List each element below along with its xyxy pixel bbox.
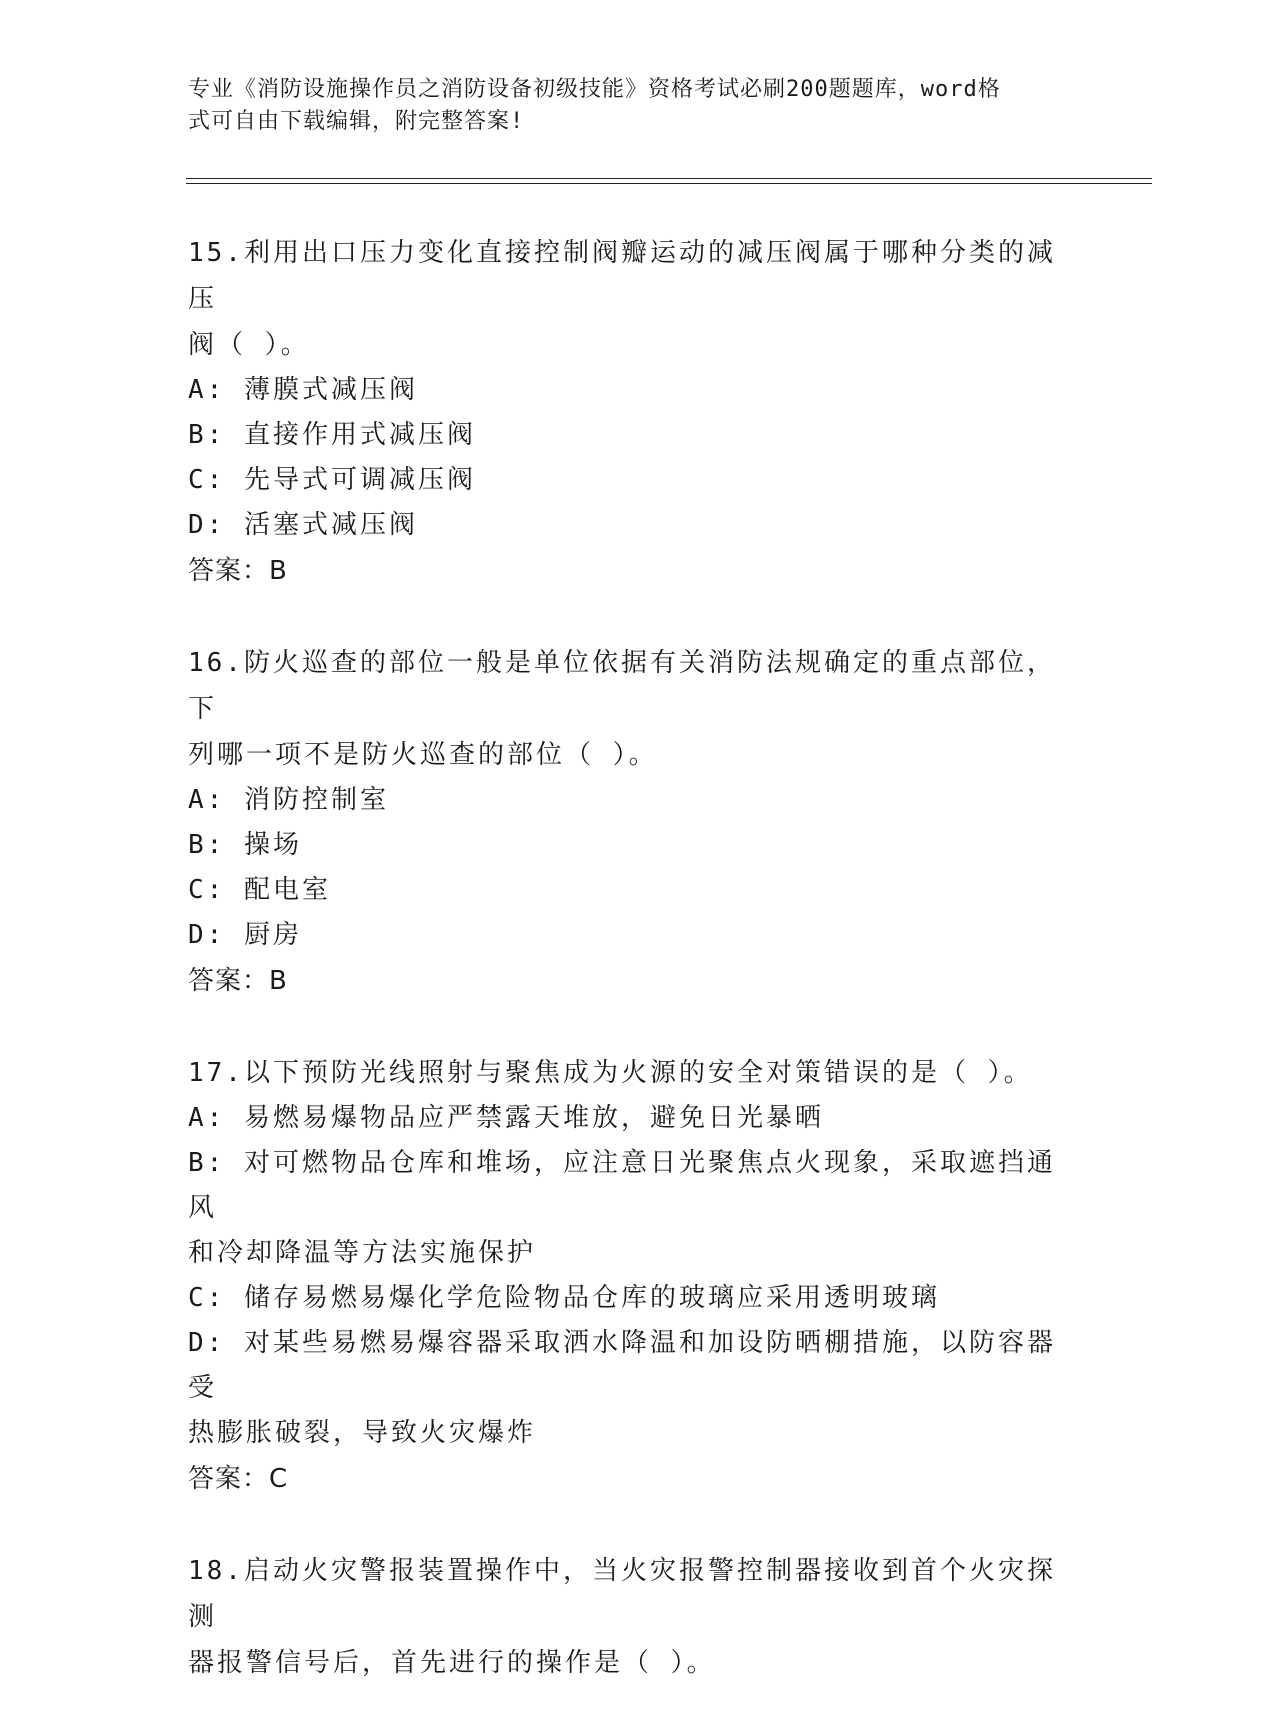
question-text-line: 列哪一项不是防火巡查的部位（ ）。 [188,740,658,770]
question-text-line: 15.利用出口压力变化直接控制阀瓣运动的减压阀属于哪种分类的减压 [188,238,1056,314]
answer-label: 答案：B [188,556,288,586]
question-text-line: 18.启动火灾警报装置操作中，当火灾报警控制器接收到首个火灾探测 [188,1556,1056,1632]
question-list [188,230,1078,1732]
option-c: C: 先导式可调减压阀 [188,465,476,495]
question-17 [188,1050,1078,1502]
option-b [188,1141,1078,1276]
option-c: C: 配电室 [188,875,331,905]
option-a: A: 易燃易爆物品应严禁露天堆放，避免日光暴晒 [188,1103,824,1133]
option-d: D: 厨房 [188,920,302,950]
option-a: A: 消防控制室 [188,785,389,815]
header-divider-bottom [186,183,1152,184]
question-18 [188,1548,1078,1686]
question-text [188,230,1078,368]
option-line: 热膨胀破裂，导致火灾爆炸 [188,1418,537,1448]
question-16 [188,640,1078,1004]
question-text-line: 17.以下预防光线照射与聚焦成为火源的安全对策错误的是（ ）。 [188,1058,1033,1088]
option-c: C: 储存易燃易爆化学危险物品仓库的玻璃应采用透明玻璃 [188,1283,940,1313]
question-text [188,640,1078,778]
option-line: 和冷却降温等方法实施保护 [188,1238,537,1268]
option-a: A: 薄膜式减压阀 [188,375,418,405]
question-15 [188,230,1078,594]
question-text-line: 16.防火巡查的部位一般是单位依据有关消防法规确定的重点部位，下 [188,648,1056,724]
question-text-line: 阀（ ）。 [188,330,310,360]
option-b: B: 直接作用式减压阀 [188,420,476,450]
option-d: D: 活塞式减压阀 [188,510,418,540]
answer-label: 答案：B [188,966,288,996]
option-b: B: 操场 [188,830,302,860]
answer-label: 答案：C [188,1464,289,1494]
option-line: D: 对某些易燃易爆容器采取洒水降温和加设防晒棚措施，以防容器受 [188,1328,1056,1403]
option-d [188,1321,1078,1456]
question-text-line: 器报警信号后，首先进行的操作是（ ）。 [188,1648,716,1678]
question-text [188,1548,1078,1686]
header-line-1: 专业《消防设施操作员之消防设备初级技能》资格考试必刷200题题库，word格 [188,77,1001,102]
document-header [188,74,1068,138]
option-line: B: 对可燃物品仓库和堆场，应注意日光聚焦点火现象，采取遮挡通风 [188,1148,1056,1223]
header-divider-top [186,178,1152,179]
question-text [188,1050,1078,1096]
header-line-2: 式可自由下载编辑，附完整答案! [188,109,525,134]
